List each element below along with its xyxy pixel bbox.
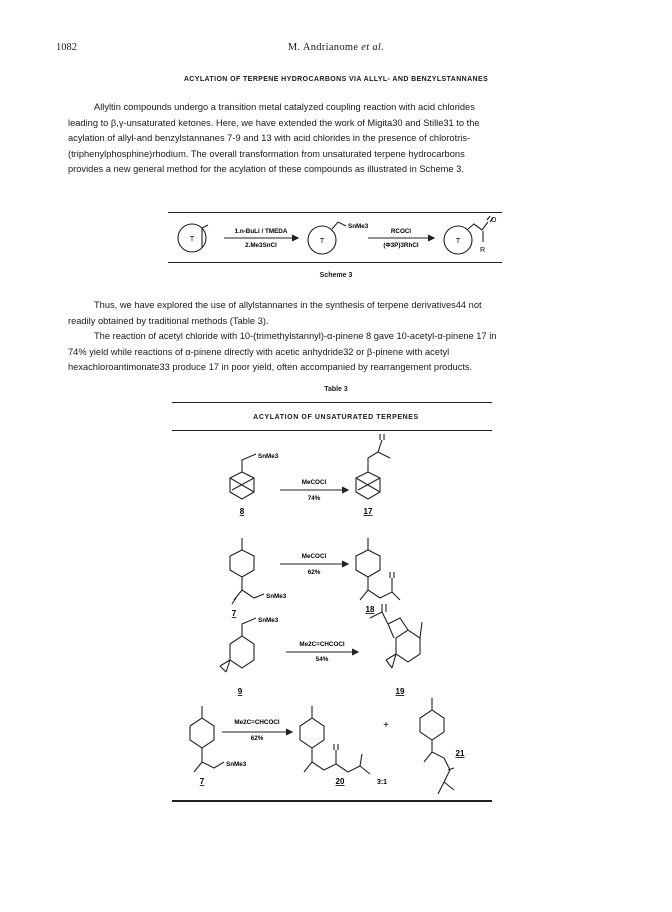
- o-label: O: [491, 217, 497, 224]
- snme3-label: SnMe3: [348, 223, 369, 230]
- reagent-label: MeCOCl: [301, 479, 327, 486]
- ring-label: T: [455, 238, 461, 245]
- table-top-rule: [172, 402, 492, 403]
- compound-number: 17: [363, 507, 373, 516]
- discussion-paragraph: [68, 298, 628, 376]
- snme3-label: SnMe3: [258, 617, 279, 624]
- table-bottom-rule: [172, 800, 492, 802]
- table-caption: Table 3: [324, 386, 348, 393]
- scheme-step2-top: RCOCl: [390, 228, 412, 235]
- scheme-3-diagram: [168, 214, 502, 260]
- para2-line: hexachloroantimonate33 produce 17 in poor yield, often accompanied by rearrangement products.: [68, 362, 473, 373]
- para2-line: readily obtained by traditional methods (Table 3).: [68, 315, 269, 326]
- compound-number: 8: [239, 507, 245, 516]
- ring-label: T: [319, 238, 325, 245]
- compound-number: 20: [335, 777, 345, 786]
- snme3-label: SnMe3: [266, 593, 287, 600]
- scheme-step1-bottom: 2.Me3SnCl: [245, 242, 277, 249]
- yield-label: 54%: [315, 656, 329, 663]
- ring-label: T: [189, 236, 195, 243]
- compound-number: 7: [231, 609, 237, 618]
- running-header: [0, 42, 672, 53]
- ratio-label: 3:1: [376, 779, 388, 786]
- r-label: R: [480, 247, 486, 254]
- reagent-label: Me2C=CHCOCl: [299, 641, 345, 648]
- plus-sign: +: [383, 720, 389, 731]
- para2-line: Thus, we have explored the use of allylstannanes in the synthesis of terpene derivatives44 not: [94, 300, 482, 310]
- scheme-top-rule: [168, 212, 502, 213]
- scheme-bottom-rule: [168, 262, 502, 263]
- para1-line: leading to β,γ-unsaturated ketones. Here, we have extended the work of Migita30 and Stille31 to the: [68, 117, 480, 128]
- snme3-label: SnMe3: [226, 761, 247, 768]
- para1-line: provides a new general method for the acylation of these compounds as illustrated in Scheme 3.: [68, 164, 464, 175]
- para1-line: Allyltin compounds undergo a transition metal catalyzed coupling reaction with acid chlorides: [94, 102, 475, 112]
- author-etal: et al.: [361, 42, 385, 53]
- yield-label: 62%: [307, 569, 321, 576]
- yield-label: 62%: [250, 735, 264, 742]
- para1-line: acylation of allyl-and benzylstannanes 7-9 and 13 with acid chlorides in the presence of chlorotris-: [68, 133, 471, 144]
- scheme-caption: Scheme 3: [319, 272, 353, 279]
- compound-number: 18: [365, 605, 375, 614]
- compound-number: 7: [199, 777, 205, 786]
- intro-paragraph: [68, 100, 628, 178]
- compound-number: 19: [395, 687, 405, 696]
- yield-label: 74%: [307, 495, 321, 502]
- compound-number: 9: [237, 687, 243, 696]
- table-title-rule: [172, 430, 492, 431]
- para1-line: (triphenylphosphine)rhodium. The overall transformation from unsaturated terpene hydrocarbons: [68, 148, 465, 159]
- para2-line: 74% yield while reactions of α-pinene directly with acetic anhydride32 or β-pinene with acetyl: [68, 346, 450, 357]
- scheme-step1-top: 1.n-BuLi / TMEDA: [234, 228, 288, 235]
- compound-number: 21: [455, 749, 465, 758]
- author-name: M. Andrianome: [287, 42, 359, 53]
- reagent-label: MeCOCl: [301, 553, 327, 560]
- section-title: ACYLATION OF TERPENE HYDROCARBONS VIA ALLYL- AND BENZYLSTANNANES: [183, 76, 489, 83]
- scheme-step2-bottom: (Φ3P)3RhCl: [383, 242, 419, 249]
- table-3-reactions: [160, 432, 510, 798]
- table-title: ACYLATION OF UNSATURATED TERPENES: [253, 414, 419, 421]
- snme3-label: SnMe3: [258, 453, 279, 460]
- para2-line: The reaction of acetyl chloride with 10-(trimethylstannyl)-α-pinene 8 gave 10-acetyl-α-pinene 17 in: [94, 331, 497, 342]
- reagent-label: Me2C=CHCOCl: [234, 719, 280, 726]
- page-number: 1082: [56, 42, 77, 53]
